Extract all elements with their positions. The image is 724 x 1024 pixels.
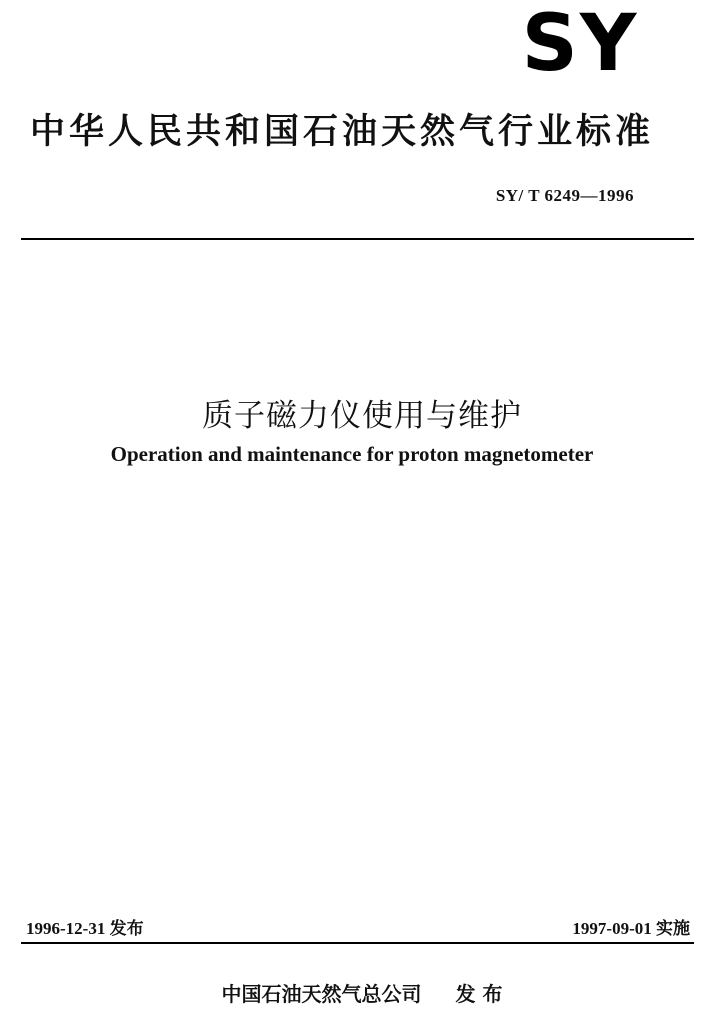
- publisher-line: [0, 978, 724, 1007]
- industry-standard-title: 中华人民共和国石油天然气行业标准: [30, 112, 655, 152]
- document-title-chinese: 质子磁力仪使用与维护: [202, 398, 522, 434]
- document-title-english: Operation and maintenance for proton magnetometer: [110, 442, 594, 466]
- effective-date: 1997-09-01 实施: [572, 919, 690, 938]
- publisher-action: 发 布: [455, 982, 503, 1006]
- sy-logo: SY: [521, 0, 639, 89]
- publisher-name: 中国石油天然气总公司: [221, 982, 422, 1006]
- issue-date: 1996-12-31 发布: [26, 919, 144, 938]
- top-divider: [21, 238, 694, 240]
- standard-number: SY/ T 6249—1996: [495, 186, 634, 205]
- bottom-divider: [21, 942, 694, 944]
